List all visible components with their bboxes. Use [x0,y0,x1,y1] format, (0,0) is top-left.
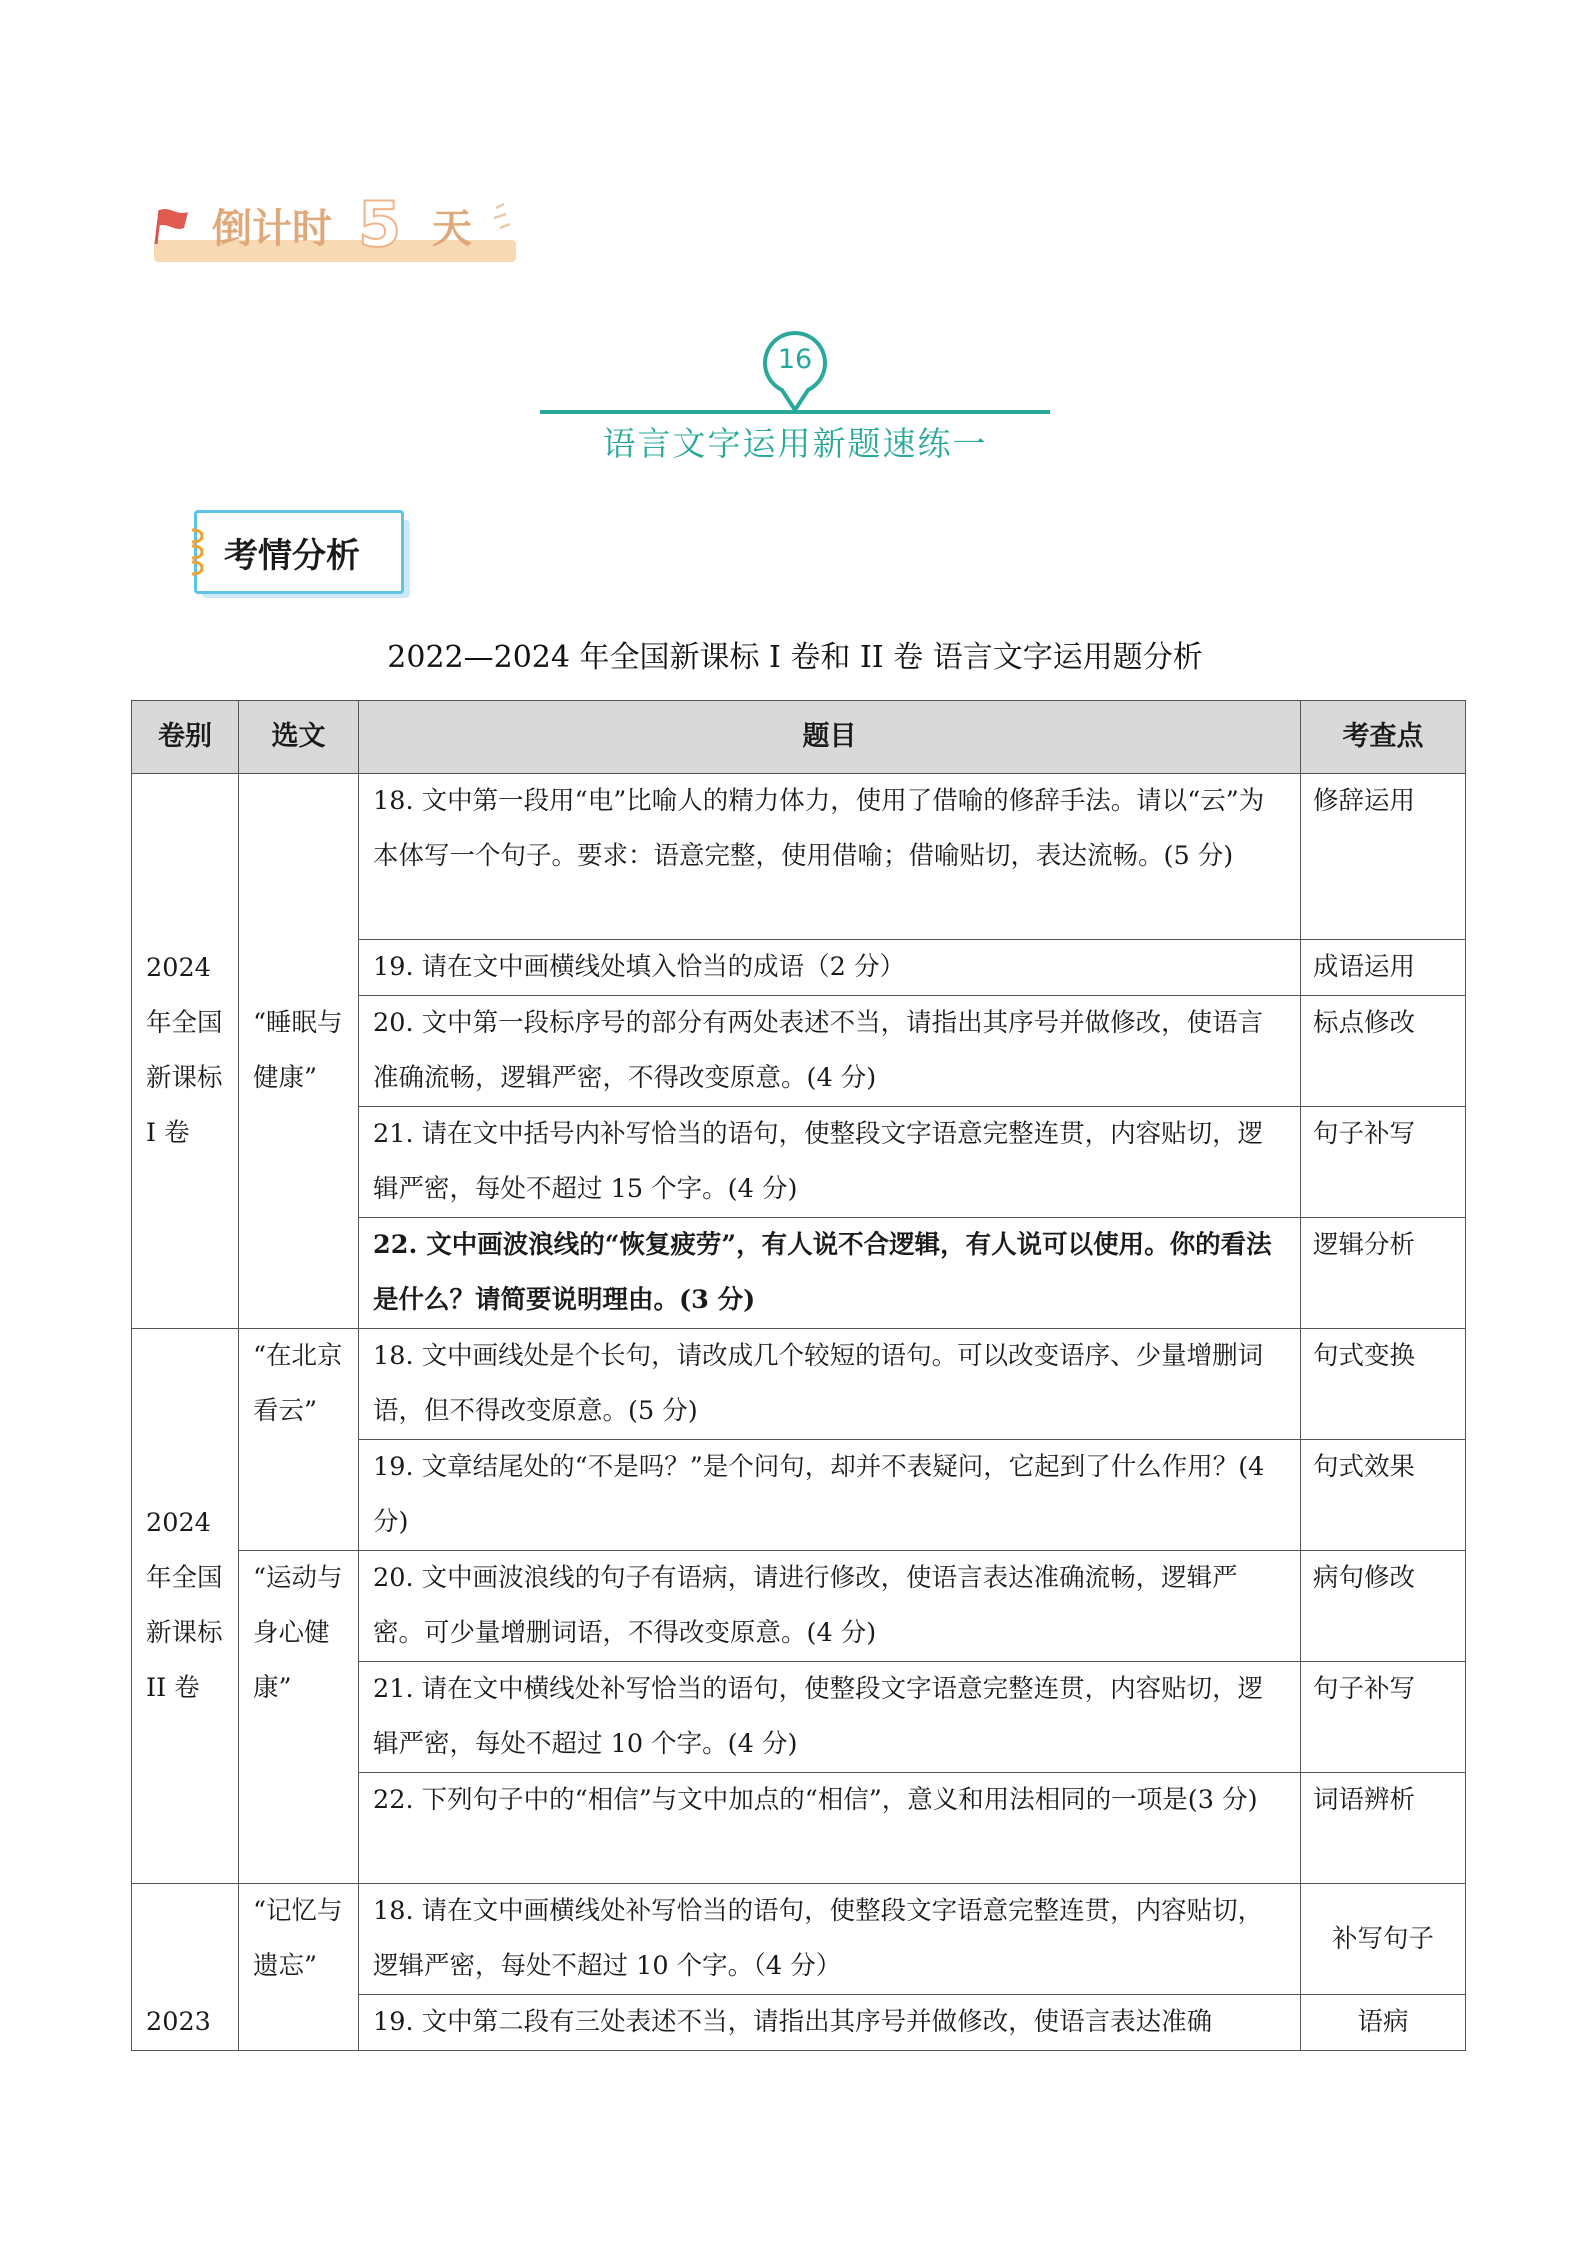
countdown-prefix: 倒计时 [212,206,332,252]
table-row [132,1884,1466,1995]
question-cell: 20. 文中画波浪线的句子有语病，请进行修改，使语言表达准确流畅，逻辑严密。可少量增删词语，不得改变原意。(4 分) [359,1551,1301,1662]
question-cell: 19. 请在文中画横线处填入恰当的成语（2 分） [359,940,1301,996]
flag-icon [150,204,194,248]
question-cell: 21. 请在文中括号内补写恰当的语句，使整段文字语意完整连贯，内容贴切，逻辑严密，每处不超过 15 个字。(4 分) [359,1107,1301,1218]
question-cell: 18. 请在文中画横线处补写恰当的语句，使整段文字语意完整连贯，内容贴切，逻辑严密，每处不超过 10 个字。（4 分） [359,1884,1301,1995]
question-cell: 22. 文中画波浪线的“恢复疲劳”，有人说不合逻辑，有人说可以使用。你的看法是什么？请简要说明理由。(3 分) [359,1218,1301,1329]
point-cell: 逻辑分析 [1301,1218,1466,1329]
countdown-suffix: 天 [432,206,472,252]
volume-cell: 2024 年全国新课标 I 卷 [132,774,239,1329]
analysis-table [131,700,1466,2051]
binder-rings-icon [188,524,208,580]
question-cell: 19. 文中第二段有三处表述不当，请指出其序号并做修改，使语言表达准确 [359,1995,1301,2051]
header-selection: 选文 [239,701,359,774]
sparkle-icon [490,200,520,234]
question-cell: 20. 文中第一段标序号的部分有两处表述不当，请指出其序号并做修改，使语言准确流畅，逻辑严密，不得改变原意。(4 分) [359,996,1301,1107]
point-cell: 句式效果 [1301,1440,1466,1551]
countdown-number: 5 [358,188,402,261]
section-header [540,330,1050,463]
table-row [132,774,1466,940]
point-cell: 句式变换 [1301,1329,1466,1440]
question-cell: 18. 文中第一段用“电”比喻人的精力体力，使用了借喻的修辞手法。请以“云”为本体写一个句子。要求：语意完整，使用借喻；借喻贴切，表达流畅。(5 分) [359,774,1301,940]
table-title: 2022—2024 年全国新课标 I 卷和 II 卷 语言文字运用题分析 [387,640,1203,675]
selection-cell: “记忆与遗忘” [239,1884,359,2051]
point-cell: 成语运用 [1301,940,1466,996]
point-cell: 词语辨析 [1301,1773,1466,1884]
point-cell: 句子补写 [1301,1107,1466,1218]
analysis-tab [188,506,418,602]
point-cell: 病句修改 [1301,1551,1466,1662]
section-title: 语言文字运用新题速练一 [602,424,988,463]
point-cell: 语病 [1301,1995,1466,2051]
section-divider [540,410,1050,414]
point-cell: 补写句子 [1301,1884,1466,1995]
point-cell: 句子补写 [1301,1662,1466,1773]
table-header-row [132,701,1466,774]
point-cell: 标点修改 [1301,996,1466,1107]
question-cell: 19. 文章结尾处的“不是吗？”是个问句，却并不表疑问，它起到了什么作用？(4 分) [359,1440,1301,1551]
volume-cell: 2023 [132,1884,239,2051]
selection-cell: “睡眠与健康” [239,774,359,1329]
selection-cell: “在北京看云” [239,1329,359,1551]
header-volume: 卷别 [132,701,239,774]
header-question: 题目 [359,701,1301,774]
question-cell: 22. 下列句子中的“相信”与文中加点的“相信”，意义和用法相同的一项是(3 分) [359,1773,1301,1884]
countdown-badge [150,190,530,280]
header-point: 考查点 [1301,701,1466,774]
question-cell: 21. 请在文中横线处补写恰当的语句，使整段文字语意完整连贯，内容贴切，逻辑严密，每处不超过 10 个字。(4 分) [359,1662,1301,1773]
volume-cell: 2024 年全国新课标 II 卷 [132,1329,239,1884]
selection-cell: “运动与身心健康” [239,1551,359,1884]
point-cell: 修辞运用 [1301,774,1466,940]
question-cell: 18. 文中画线处是个长句，请改成几个较短的语句。可以改变语序、少量增删词语，但不得改变原意。(5 分) [359,1329,1301,1440]
tab-label: 考情分析 [224,536,360,576]
table-row [132,1551,1466,1662]
table-row [132,1329,1466,1440]
section-number: 16 [777,344,813,375]
